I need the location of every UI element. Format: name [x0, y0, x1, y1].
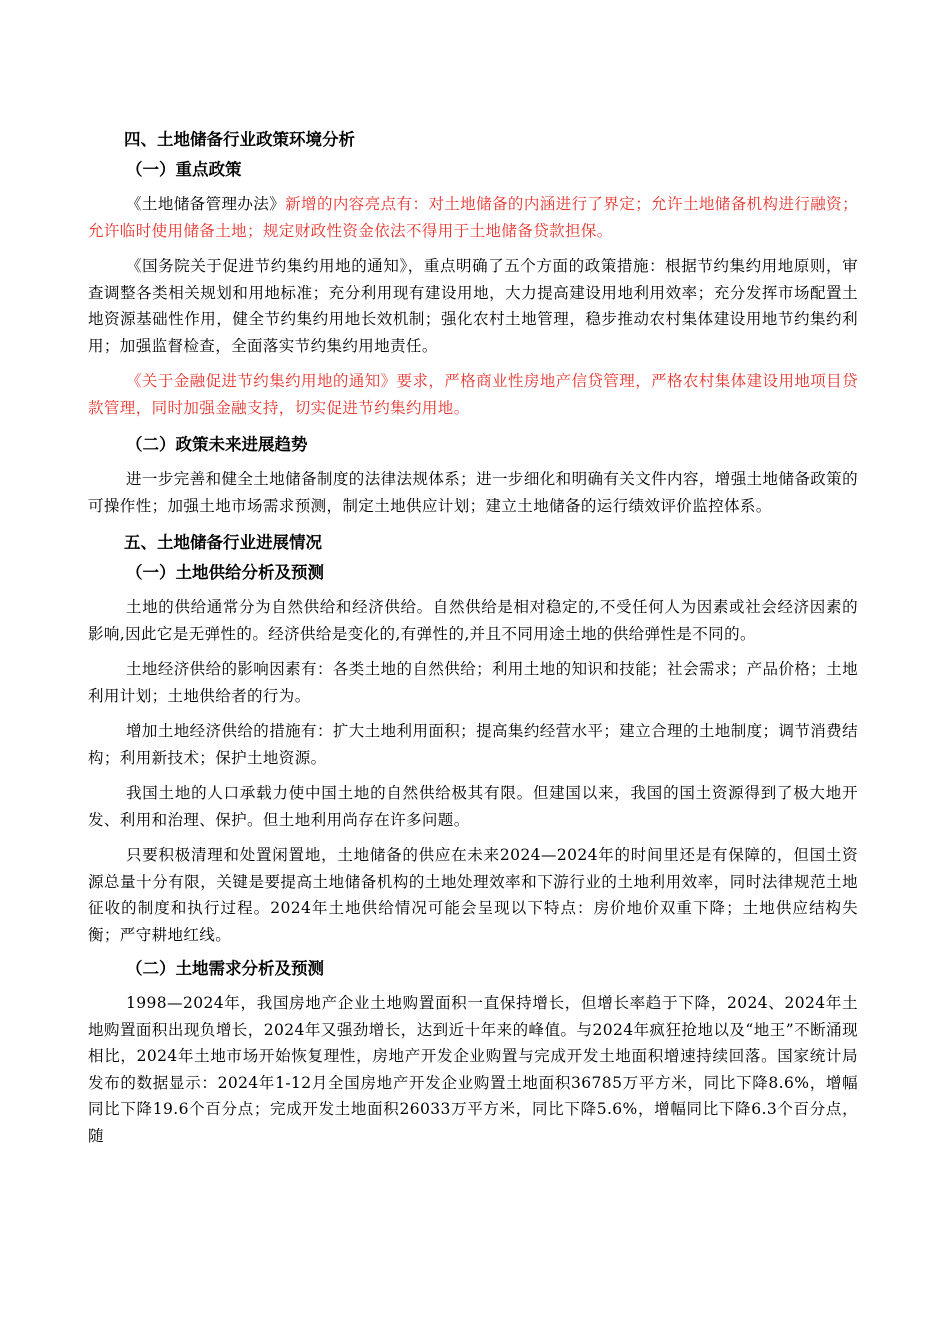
section4-paragraph-2: 《国务院关于促进节约集约用地的通知》，重点明确了五个方面的政策措施：根据节约集约用地原则，审查调整各类相关规划和用地标准；充分利用现有建设用地，大力提高建设用地利用效率；充分发挥市场配置土地资源基础性作用，健全节约集约用地长效机制；强化农村土地管理，稳步推动农村集体建设用地节约集约利用；加强监督检查，全面落实节约集约用地责任。: [88, 257, 858, 355]
section5-paragraph-5: 只要积极清理和处置闲置地，土地储备的供应在未来2024—2024年的时间里还是有保障的，但国土资源总量十分有限，关键是要提高土地储备机构的土地处理效率和下游行业的土地利用效率，同时法律规范土地征收的制度和执行过程。2024年土地供给情况可能会呈现以下特点：房价地价双重下降；土地供应结构失衡；严守耕地红线。: [88, 846, 858, 944]
section5-paragraph-2: 土地经济供给的影响因素有：各类土地的自然供给；利用土地的知识和技能；社会需求；产品价格；土地利用计划；土地供给者的行为。: [88, 660, 858, 705]
section4-heading: 四、土地储备行业政策环境分析: [124, 130, 355, 149]
section4-sub1-heading: （一）重点政策: [126, 160, 242, 179]
section5-paragraph-3: 增加土地经济供给的措施有：扩大土地利用面积；提高集约经营水平；建立合理的土地制度；调节消费结构；利用新技术；保护土地资源。: [88, 722, 858, 767]
section4-paragraph-4: 进一步完善和健全土地储备制度的法律法规体系；进一步细化和明确有关文件内容，增强土地储备政策的可操作性；加强土地市场需求预测，制定土地供应计划；建立土地储备的运行绩效评价监控体系。: [88, 470, 858, 515]
section5-paragraph-4: 我国土地的人口承载力使中国土地的自然供给极其有限。但建国以来，我国的国土资源得到了极大地开发、利用和治理、保护。但土地利用尚存在许多问题。: [88, 784, 858, 829]
section4-paragraph-1: [88, 191, 858, 244]
section5-sub1-heading: （一）土地供给分析及预测: [126, 563, 324, 582]
policy-title-land-reserve: 《土地储备管理办法》: [126, 195, 286, 213]
section5-heading: 五、土地储备行业进展情况: [124, 533, 322, 552]
section4-paragraph-3: 《关于金融促进节约集约用地的通知》要求，严格商业性房地产信贷管理，严格农村集体建设用地项目贷款管理，同时加强金融支持，切实促进节约集约用地。: [88, 372, 858, 417]
section4-sub2-heading: （二）政策未来进展趋势: [126, 435, 308, 454]
document-body: [88, 128, 858, 1158]
policy-highlights-red: 新增的内容亮点有：对土地储备的内涵进行了界定；允许土地储备机构进行融资；允许临时使用储备土地；规定财政性资金依法不得用于土地储备贷款担保。: [88, 195, 858, 240]
section5-paragraph-6: 1998—2024年，我国房地产企业土地购置面积一直保持增长，但增长率趋于下降，2024、2024年土地购置面积出现负增长，2024年又强劲增长，达到近十年来的峰值。与2024年疯狂抢地以及“地王”不断涌现相比，2024年土地市场开始恢复理性，房地产开发企业购置与完成开发土地面积增速持续回落。国家统计局发布的数据显示：2024年1-12月全国房地产开发企业购置土地面积36785万平方米，同比下降8.6%，增幅同比下降19.6个百分点；完成开发土地面积26033万平方米，同比下降5.6%，增幅同比下降6.3个百分点，随: [88, 994, 858, 1145]
section5-paragraph-1: 土地的供给通常分为自然供给和经济供给。自然供给是相对稳定的,不受任何人为因素或社会经济因素的影响,因此它是无弹性的。经济供给是变化的,有弹性的,并且不同用途土地的供给弹性是不同的。: [88, 598, 858, 643]
section5-sub2-heading: （二）土地需求分析及预测: [126, 959, 324, 978]
